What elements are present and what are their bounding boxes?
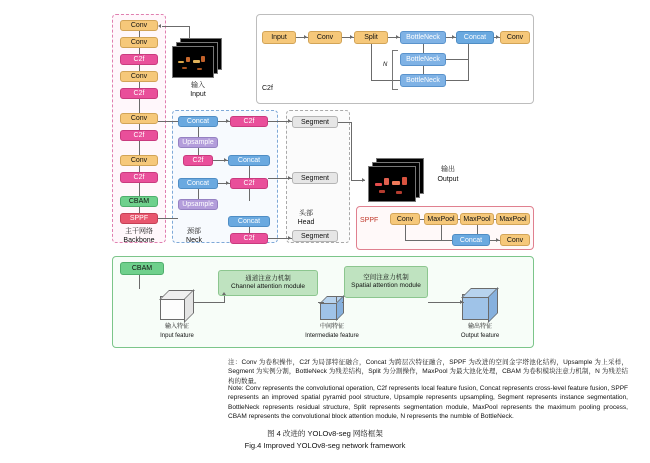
neck-node-upsample-2[interactable]: Upsample (178, 199, 218, 210)
neck-node-c2f-4[interactable]: C2f (230, 233, 268, 244)
figure-caption-cn: 图 4 改进的 YOLOv8-seg 网络框架 (267, 429, 383, 438)
cbam-input-feature-cube (160, 290, 194, 320)
backbone-node-8[interactable]: C2f (120, 172, 158, 183)
backbone-node-2[interactable]: C2f (120, 54, 158, 65)
cbam-channel-module-label-en: Channel attention module (230, 282, 306, 290)
backbone-node-3[interactable]: Conv (120, 71, 158, 82)
backbone-node-9[interactable]: CBAM (120, 196, 158, 207)
neck-node-concat-2[interactable]: Concat (228, 155, 270, 166)
cbam-channel-module-label-cn: 通道注意力机制 (245, 275, 291, 282)
sppf-maxpool-1[interactable]: MaxPool (460, 213, 494, 225)
neck-node-concat-1[interactable]: Concat (178, 116, 218, 127)
figure-caption-en: Fig.4 Improved YOLOv8-seg network framework (244, 441, 406, 450)
head-segment-1[interactable]: Segment (292, 172, 338, 184)
head-title-cn: 头部 (299, 210, 313, 217)
sppf-conv-in[interactable]: Conv (390, 213, 420, 225)
sppf-detail-title: SPPF (360, 217, 379, 224)
input-label-en: Input (190, 91, 206, 98)
c2f-conv-in[interactable]: Conv (308, 31, 342, 44)
input-image-stack (172, 38, 224, 78)
cbam-intermediate-feature-label-en: Intermediate feature (305, 333, 359, 339)
sppf-concat[interactable]: Concat (452, 234, 490, 246)
output-image-stack (368, 158, 426, 202)
head-segment-0[interactable]: Segment (292, 116, 338, 128)
c2f-n-bracket (392, 50, 398, 90)
backbone-title-en: Backbone (123, 237, 155, 244)
backbone-node-4[interactable]: C2f (120, 88, 158, 99)
cbam-output-feature-label-en: Output feature (460, 333, 500, 339)
cbam-input-feature-label-cn: 输入特征 (164, 324, 189, 330)
output-label-cn: 输出 (441, 166, 455, 173)
c2f-bottleneck-1[interactable]: BottleNeck (400, 53, 446, 66)
input-label-cn: 输入 (191, 82, 205, 89)
backbone-title-cn: 主干网络 (125, 228, 153, 235)
c2f-detail-title: C2f (262, 85, 273, 92)
cbam-intermediate-feature-cube (320, 296, 344, 320)
neck-title-en: Neck (186, 237, 202, 244)
neck-node-concat-4[interactable]: Concat (228, 216, 270, 227)
sppf-maxpool-2[interactable]: MaxPool (496, 213, 530, 225)
cbam-detail-title-node[interactable]: CBAM (120, 262, 164, 275)
backbone-node-5[interactable]: Conv (120, 113, 158, 124)
cbam-spatial-module[interactable] (344, 266, 428, 298)
notes-cn: 注：Conv 为卷积操作，C2f 为局部特征融合，Concat 为跨层次特征融合，SPPF 为改进的空间金字塔池化结构，Upsample 为上采样，Segment 为实例分割，BottleNeck 为残差结构，Split 为分割操作，MaxPool 为最大池化处理，CBAM 为卷积模块注意力机制，N 为残差结构的数量。 (228, 359, 628, 385)
sppf-maxpool-0[interactable]: MaxPool (424, 213, 458, 225)
neck-node-c2f-3[interactable]: C2f (230, 178, 268, 189)
neck-node-c2f-1[interactable]: C2f (230, 116, 268, 127)
backbone-node-10[interactable]: SPPF (120, 213, 158, 224)
c2f-conv-out[interactable]: Conv (500, 31, 530, 44)
cbam-channel-module[interactable] (218, 270, 318, 296)
backbone-node-1[interactable]: Conv (120, 37, 158, 48)
sppf-conv-out[interactable]: Conv (500, 234, 530, 246)
c2f-split[interactable]: Split (354, 31, 388, 44)
c2f-bottleneck-2[interactable]: BottleNeck (400, 74, 446, 87)
cbam-intermediate-feature-label-cn: 中间特征 (319, 324, 344, 330)
neck-title-cn: 颈部 (187, 228, 201, 235)
c2f-bottleneck-0[interactable]: BottleNeck (400, 31, 446, 44)
c2f-n-label: N (383, 62, 388, 68)
cbam-output-feature-cube (462, 288, 498, 320)
head-segment-2[interactable]: Segment (292, 230, 338, 242)
c2f-concat[interactable]: Concat (456, 31, 494, 44)
cbam-input-feature-label-en: Input feature (160, 333, 194, 339)
neck-node-concat-3[interactable]: Concat (178, 178, 218, 189)
c2f-input[interactable]: Input (262, 31, 296, 44)
backbone-node-6[interactable]: C2f (120, 130, 158, 141)
neck-node-upsample-1[interactable]: Upsample (178, 137, 218, 148)
cbam-spatial-module-label-cn: 空间注意力机制 (363, 274, 409, 281)
head-title-en: Head (297, 219, 315, 226)
neck-node-c2f-2[interactable]: C2f (183, 155, 213, 166)
cbam-output-feature-label-cn: 输出特征 (467, 324, 492, 330)
backbone-node-0[interactable]: Conv (120, 20, 158, 31)
output-label-en: Output (437, 176, 459, 183)
cbam-spatial-module-label-en: Spatial attention module (351, 281, 421, 289)
notes-en: Note: Conv represents the convolutional operation, C2f represents local feature fusion, Concat represents cross-level feature fusion, SPPF represents an improved spatial pyramid pool structure, Upsample represents upsampling, Segment represents instance segmentation, BottleNeck represents residual structure, Split represents segmentation module, MaxPool represents the maximum pooling process, CBAM represents the convolutional block attention module, N represents the numble of BottleNeck. (228, 385, 628, 421)
backbone-node-7[interactable]: Conv (120, 155, 158, 166)
